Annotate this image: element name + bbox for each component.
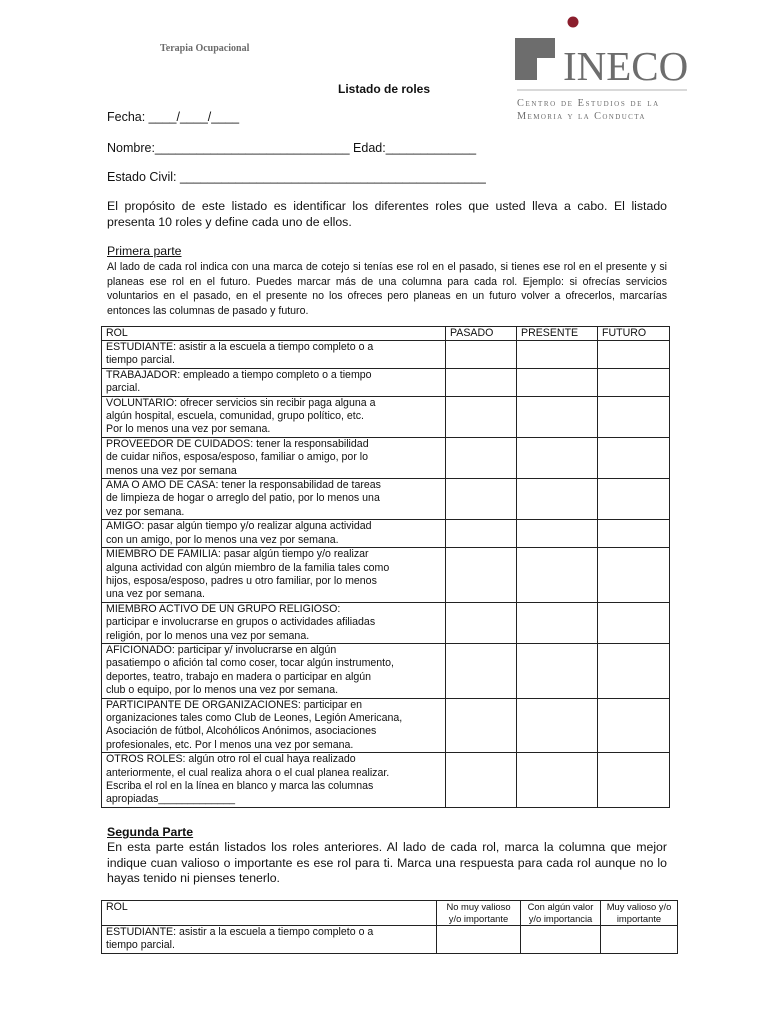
role-line: Asociación de fútbol, Alcohólicos Anónimos, asociaciones [106,725,377,738]
value-header-line: Con algún valor [527,901,594,912]
role-line: VOLUNTARIO: ofrecer servicios sin recibir paga alguna a [106,396,376,409]
pasado-checkbox-cell[interactable] [446,698,517,753]
role-line: una vez por semana. [106,588,205,601]
role-line: organizaciones tales como Club de Leones, Legión Americana, [106,711,403,724]
role-description [102,698,446,753]
futuro-checkbox-cell[interactable] [598,396,670,437]
role-line: alguna actividad con algún miembro de la familia tales como [106,561,390,574]
column-header-pasado: PASADO [446,327,517,341]
pasado-checkbox-cell[interactable] [446,396,517,437]
pasado-checkbox-cell[interactable] [446,520,517,548]
column-header-rol: ROL [102,327,446,341]
table-row [102,753,670,808]
no-muy-valioso-checkbox-cell[interactable] [437,926,521,954]
presente-checkbox-cell[interactable] [517,479,598,520]
futuro-checkbox-cell[interactable] [598,479,670,520]
muy-valioso-checkbox-cell[interactable] [601,926,678,954]
role-description [102,479,446,520]
pasado-checkbox-cell[interactable] [446,437,517,478]
role-line: tiempo parcial. [106,939,175,952]
logo-name: INECO [563,43,689,89]
presente-checkbox-cell[interactable] [517,698,598,753]
pasado-checkbox-cell[interactable] [446,548,517,603]
value-header-muy-valioso [601,901,678,926]
value-header-con-algun-valor [521,901,601,926]
role-line: de limpieza de hogar o arreglo del patio, por lo menos una [106,492,380,505]
role-description [102,602,446,643]
table-row [102,698,670,753]
role-line: pasatiempo o afición tal como coser, tocar algún instrumento, [106,657,394,670]
value-header-line: Muy valioso y/o [606,901,672,912]
pasado-checkbox-cell[interactable] [446,368,517,396]
pasado-checkbox-cell[interactable] [446,341,517,369]
role-line: OTROS ROLES: algún otro rol el cual haya realizado [106,753,356,766]
role-line: club o equipo, por lo menos una vez por semana. [106,684,339,697]
pasado-checkbox-cell[interactable] [446,753,517,808]
role-line: hijos, esposa/esposo, padres u otro familiar, por lo menos [106,574,377,587]
table-row [102,548,670,603]
presente-checkbox-cell[interactable] [517,396,598,437]
document-title: Listado de roles [337,82,431,96]
value-header-line: y/o importante [448,913,509,924]
nombre-edad-field[interactable]: Nombre:____________________________ Edad:_____________ [107,141,477,155]
table-row [102,926,678,954]
part1-heading: Primera parte [107,244,182,258]
column-header-futuro: FUTURO [598,327,670,341]
presente-checkbox-cell[interactable] [517,753,598,808]
presente-checkbox-cell[interactable] [517,548,598,603]
role-line: profesionales, etc. Por l menos una vez por semana. [106,738,354,751]
presente-checkbox-cell[interactable] [517,643,598,698]
role-line: anteriormente, el cual realiza ahora o el cual planea realizar. [106,766,390,779]
value-header-rol: ROL [102,901,437,926]
role-line: AMA O AMO DE CASA: tener la responsabilidad de tareas [106,479,381,492]
roles-table-header [102,327,670,341]
role-line: PROVEEDOR DE CUIDADOS: tener la responsabilidad [106,437,369,450]
column-header-presente: PRESENTE [517,327,598,341]
presente-checkbox-cell[interactable] [517,437,598,478]
futuro-checkbox-cell[interactable] [598,548,670,603]
futuro-checkbox-cell[interactable] [598,698,670,753]
role-line: AMIGO: pasar algún tiempo y/o realizar alguna actividad [106,520,372,533]
role-description [102,548,446,603]
table-row [102,437,670,478]
table-row [102,643,670,698]
presente-checkbox-cell[interactable] [517,368,598,396]
value-header-no-muy-valioso [437,901,521,926]
role-description [102,396,446,437]
table-row [102,396,670,437]
value-header-line: No muy valioso [446,901,511,912]
role-line: TRABAJADOR: empleado a tiempo completo o a tiempo [106,368,372,381]
presente-checkbox-cell[interactable] [517,602,598,643]
role-description [102,368,446,396]
pasado-checkbox-cell[interactable] [446,479,517,520]
role-description [102,643,446,698]
futuro-checkbox-cell[interactable] [598,643,670,698]
presente-checkbox-cell[interactable] [517,520,598,548]
futuro-checkbox-cell[interactable] [598,753,670,808]
presente-checkbox-cell[interactable] [517,341,598,369]
value-header-line: y/o importancia [528,913,593,924]
logo-line1: Centro de Estudios de la [517,98,660,109]
futuro-checkbox-cell[interactable] [598,341,670,369]
role-description [102,437,446,478]
table-row [102,520,670,548]
role-line: tiempo parcial. [106,354,175,367]
role-description [102,341,446,369]
role-line: menos una vez por semana [106,464,237,477]
value-table [101,900,678,954]
futuro-checkbox-cell[interactable] [598,437,670,478]
pasado-checkbox-cell[interactable] [446,602,517,643]
role-description [102,926,437,954]
con-algun-valor-checkbox-cell[interactable] [521,926,601,954]
value-table-header [102,901,678,926]
table-row [102,602,670,643]
estado-civil-field[interactable]: Estado Civil: ____________________________________________ [107,170,486,184]
part1-instructions: Al lado de cada rol indica con una marca de cotejo si tenías ese rol en el pasado, si tienes ese rol en el presente y si planeas ese rol en el futuro. Puedes marcar más de una columna para cada rol. Ejemplo: si ofrecías servicios voluntarios en el pasado, en el presente no los ofreces pero planeas en un futuro volver a ofrecerlos, marcarías entonces las columnas de pasado y futuro. [107,261,667,317]
value-header-line: importante [616,913,662,924]
role-line: MIEMBRO DE FAMILIA: pasar algún tiempo y/o realizar [106,548,369,561]
role-line: ESTUDIANTE: asistir a la escuela a tiempo completo o a [106,341,374,353]
part2-instructions: En esta parte están listados los roles anteriores. Al lado de cada rol, marca la columna que mejor indique cuan valioso o importante es ese rol para ti. Marca una respuesta para cada rol aunque no lo hayas tenido ni pienses tenerlo. [107,840,667,885]
fecha-field[interactable]: Fecha: ____/____/____ [107,110,240,124]
role-line: Escriba el rol en la línea en blanco y marca las columnas [106,780,374,792]
role-line: participar e involucrarse en grupos o actividades afiliadas [106,616,376,629]
role-line: Por lo menos una vez por semana. [106,423,271,436]
part2-heading: Segunda Parte [107,825,194,839]
logo-line2: Memoria y la Conducta [517,111,646,122]
role-line: vez por semana. [106,505,185,518]
futuro-checkbox-cell[interactable] [598,602,670,643]
table-row [102,341,670,369]
role-line: de cuidar niños, esposa/esposo, familiar o amigo, por lo [106,451,369,464]
role-line: religión, por lo menos una vez por semana. [106,629,310,642]
futuro-checkbox-cell[interactable] [598,520,670,548]
table-row [102,368,670,396]
pasado-checkbox-cell[interactable] [446,643,517,698]
header-subtitle: Terapia Ocupacional [160,43,250,54]
table-row [102,479,670,520]
logo-square [515,38,555,80]
role-description [102,520,446,548]
role-line: algún hospital, escuela, comunidad, grupo político, etc. [106,410,364,423]
role-line: con un amigo, por lo menos una vez por semana. [106,533,339,546]
roles-table [101,326,670,808]
role-line: PARTICIPANTE DE ORGANIZACIONES: participar en [106,698,363,711]
role-line: ESTUDIANTE: asistir a la escuela a tiempo completo o a [106,926,374,938]
role-line: MIEMBRO ACTIVO DE UN GRUPO RELIGIOSO: [106,602,341,615]
ineco-logo [515,16,690,126]
role-line: deportes, teatro, trabajo en madera o participar en algún [106,670,372,683]
role-line: parcial. [106,382,141,395]
role-description [102,753,446,808]
logo-dot [568,17,579,28]
role-line: apropiadas_____________ [106,793,236,806]
intro-paragraph: El propósito de este listado es identificar los diferentes roles que usted lleva a cabo. El listado presenta 10 roles y define cada uno de ellos. [107,199,667,229]
futuro-checkbox-cell[interactable] [598,368,670,396]
role-line: AFICIONADO: participar y/ involucrarse en algún [106,643,337,656]
